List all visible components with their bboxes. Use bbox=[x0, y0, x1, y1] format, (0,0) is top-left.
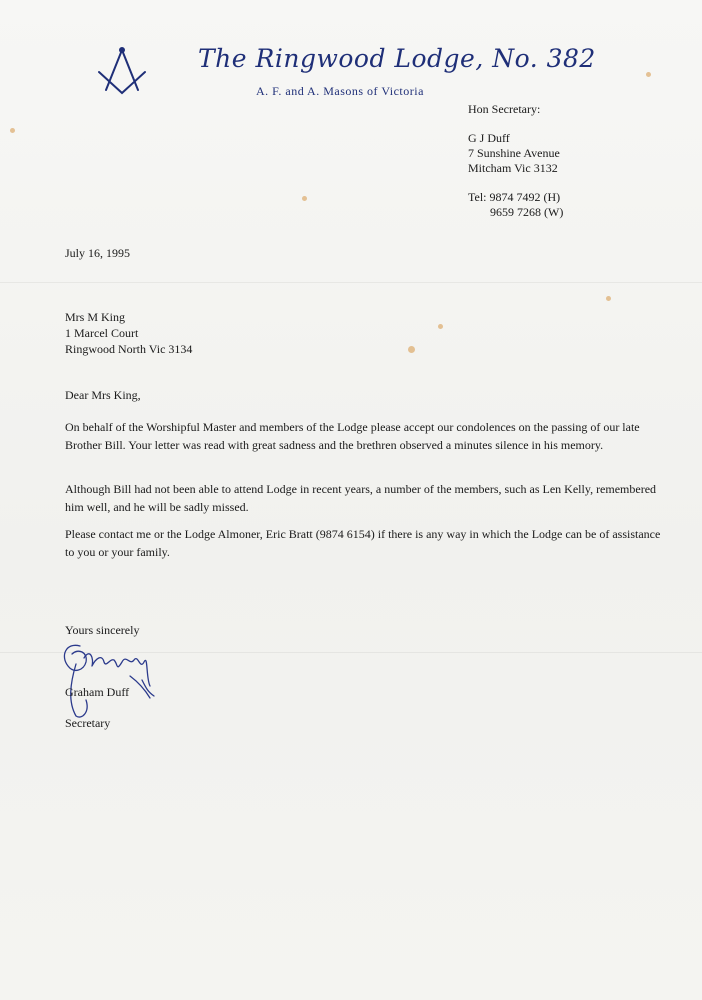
recipient-street: 1 Marcel Court bbox=[65, 326, 139, 340]
letter-date: July 16, 1995 bbox=[65, 246, 131, 260]
body-paragraph-1: On behalf of the Worshipful Master and members of the Lodge please accept our condolences on the passing of our late Brother Bill. Your letter was read with great sadness and the brethren observed a minutes silence in his memory. bbox=[65, 420, 640, 452]
lodge-title: The Ringwood Lodge, No. 382 bbox=[198, 44, 596, 73]
sender-phone-work: 9659 7268 (W) bbox=[490, 205, 564, 219]
handwritten-signature bbox=[58, 636, 162, 722]
recipient-name: Mrs M King bbox=[65, 310, 126, 324]
body-paragraph-3: Please contact me or the Lodge Almoner, Eric Bratt (9874 6154) if there is any way in which the Lodge can be of assistance to you or your family. bbox=[65, 527, 661, 559]
closing: Yours sincerely bbox=[65, 623, 140, 637]
sender-city: Mitcham Vic 3132 bbox=[468, 161, 558, 175]
sender-street: 7 Sunshine Avenue bbox=[468, 146, 560, 160]
stain-spot bbox=[606, 296, 611, 301]
recipient-city: Ringwood North Vic 3134 bbox=[65, 342, 193, 356]
square-and-compasses-icon bbox=[96, 46, 148, 98]
sender-phone-home: Tel: 9874 7492 (H) bbox=[468, 190, 561, 204]
signatory-title: Secretary bbox=[65, 716, 111, 730]
stain-spot bbox=[438, 324, 443, 329]
sender-role-label: Hon Secretary: bbox=[468, 102, 541, 116]
signatory-name: Graham Duff bbox=[65, 685, 130, 699]
stain-spot bbox=[302, 196, 307, 201]
stain-spot bbox=[646, 72, 651, 77]
lodge-subtitle: A. F. and A. Masons of Victoria bbox=[256, 84, 424, 98]
sender-name: G J Duff bbox=[468, 131, 510, 145]
stain-spot bbox=[10, 128, 15, 133]
stain-spot bbox=[408, 346, 415, 353]
fold-crease bbox=[0, 282, 702, 283]
salutation: Dear Mrs King, bbox=[65, 388, 141, 402]
body-paragraph-2: Although Bill had not been able to attend Lodge in recent years, a number of the members, such as Len Kelly, remembered him well, and he will be sadly missed. bbox=[65, 482, 657, 514]
